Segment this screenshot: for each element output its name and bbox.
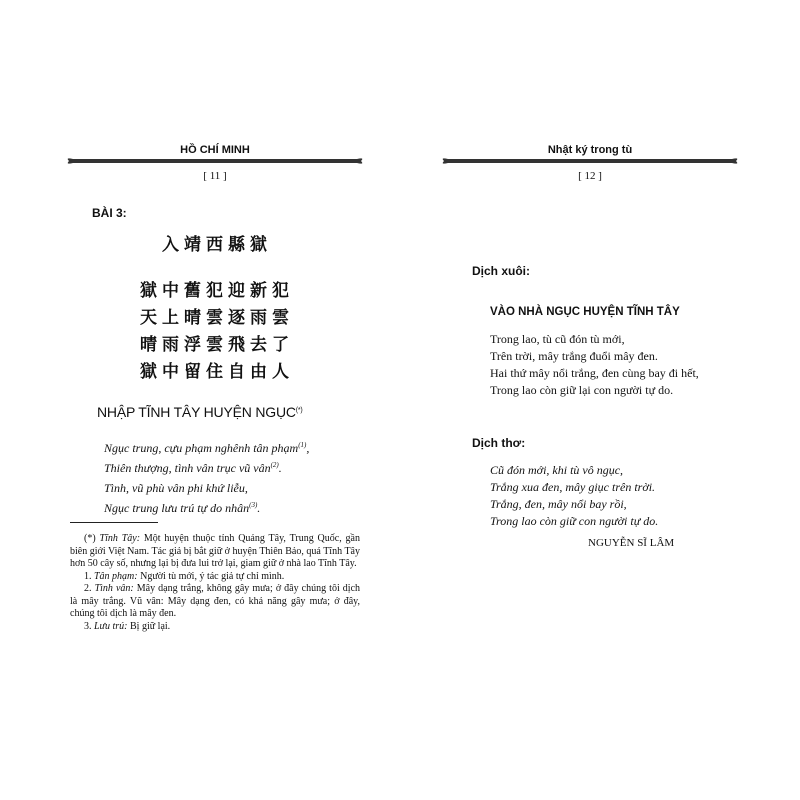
right-header-divider [440,156,740,166]
lesson-label: BÀI 3: [92,206,127,220]
prose-title: VÀO NHÀ NGỤC HUYỆN TĨNH TÂY [490,306,680,318]
poem-line: Trắng, đen, mây nổi bay rồi, [490,497,627,511]
footnote-rule [70,522,158,523]
han-poem [140,276,294,384]
han-line: 晴雨浮雲飛去了 [140,335,294,355]
prose-line: Trong lao còn giữ lại con người tự do. [490,383,674,397]
prose-line: Trên trời, mây trắng đuổi mây đen. [490,349,658,363]
prose-translation [490,331,699,399]
left-page-number: [ 11 ] [203,170,227,182]
translit-line: Ngục trung, cựu phạm nghênh tân phạm$^{(1)}$, [104,441,310,455]
right-running-header: Nhật ký trong tù [547,144,633,156]
han-line: 獄中舊犯迎新犯 [140,281,294,301]
translator-name: NGUYỄN SĨ LÂM [588,537,675,549]
poem-title [97,404,303,420]
poetic-translation [490,462,658,530]
footnote: 2. Tình vân: Mây dạng trắng, không gây mưa; ở đây chúng tôi dịch là mây trắng. Vũ vân: Mây dạng đen, có khả năng gây mưa; ở đây, chúng tôi dịch là mây đen. [70,583,361,619]
prose-line: Hai thứ mây nổi trắng, đen cùng bay đi hết, [490,366,699,380]
poem-title-text: NHẬP TĨNH TÂY HUYỆN NGỤC [97,404,296,420]
prose-label: Dịch xuôi: [472,264,531,278]
footnote: 3. Lưu trú: Bị giữ lại. [84,620,171,632]
poem-title-mark: (*) [295,407,303,414]
prose-line: Trong lao, tù cũ đón tù mới, [490,332,625,346]
left-header-divider [65,156,365,166]
han-line: 天上晴雲逐雨雲 [140,308,294,328]
translit-line: Tình, vũ phù vân phi khứ liễu, [104,481,248,495]
han-line: 獄中留住自由人 [140,362,294,382]
poem-line: Trắng xua đen, mây giục trên trời. [490,480,656,494]
poem-label: Dịch thơ: [472,436,526,450]
left-running-header: HỒ CHÍ MINH [180,144,250,156]
right-page-number: [ 12 ] [578,170,602,182]
footnote: (*) Tĩnh Tây: Một huyện thuộc tỉnh Quảng Tây, Trung Quốc, gần biên giới Việt Nam. Tác giả bị bắt giữ ở huyện Thiên Bảo, quá Tĩnh Tây hơn 50 cây số, nhưng lại bị đưa lui trở lại, giam giữ ở nhà lao Tĩnh Tây. [70,533,360,569]
footnotes [70,533,360,633]
footnote: 1. Tân phạm: Người tù mới, ý tác giả tự chỉ mình. [84,570,285,582]
translit-line: Ngục trung lưu trú tự do nhân$^{(3)}$. [104,501,261,515]
translit-line: Thiên thượng, tình vân trục vũ vân$^{(2)}$. [104,461,282,475]
poem-line: Cũ đón mới, khi tù vô ngục, [490,463,624,477]
han-title: 入靖西縣獄 [162,235,272,255]
poem-line: Trong lao còn giữ con người tự do. [490,514,659,528]
transliteration [104,437,309,517]
